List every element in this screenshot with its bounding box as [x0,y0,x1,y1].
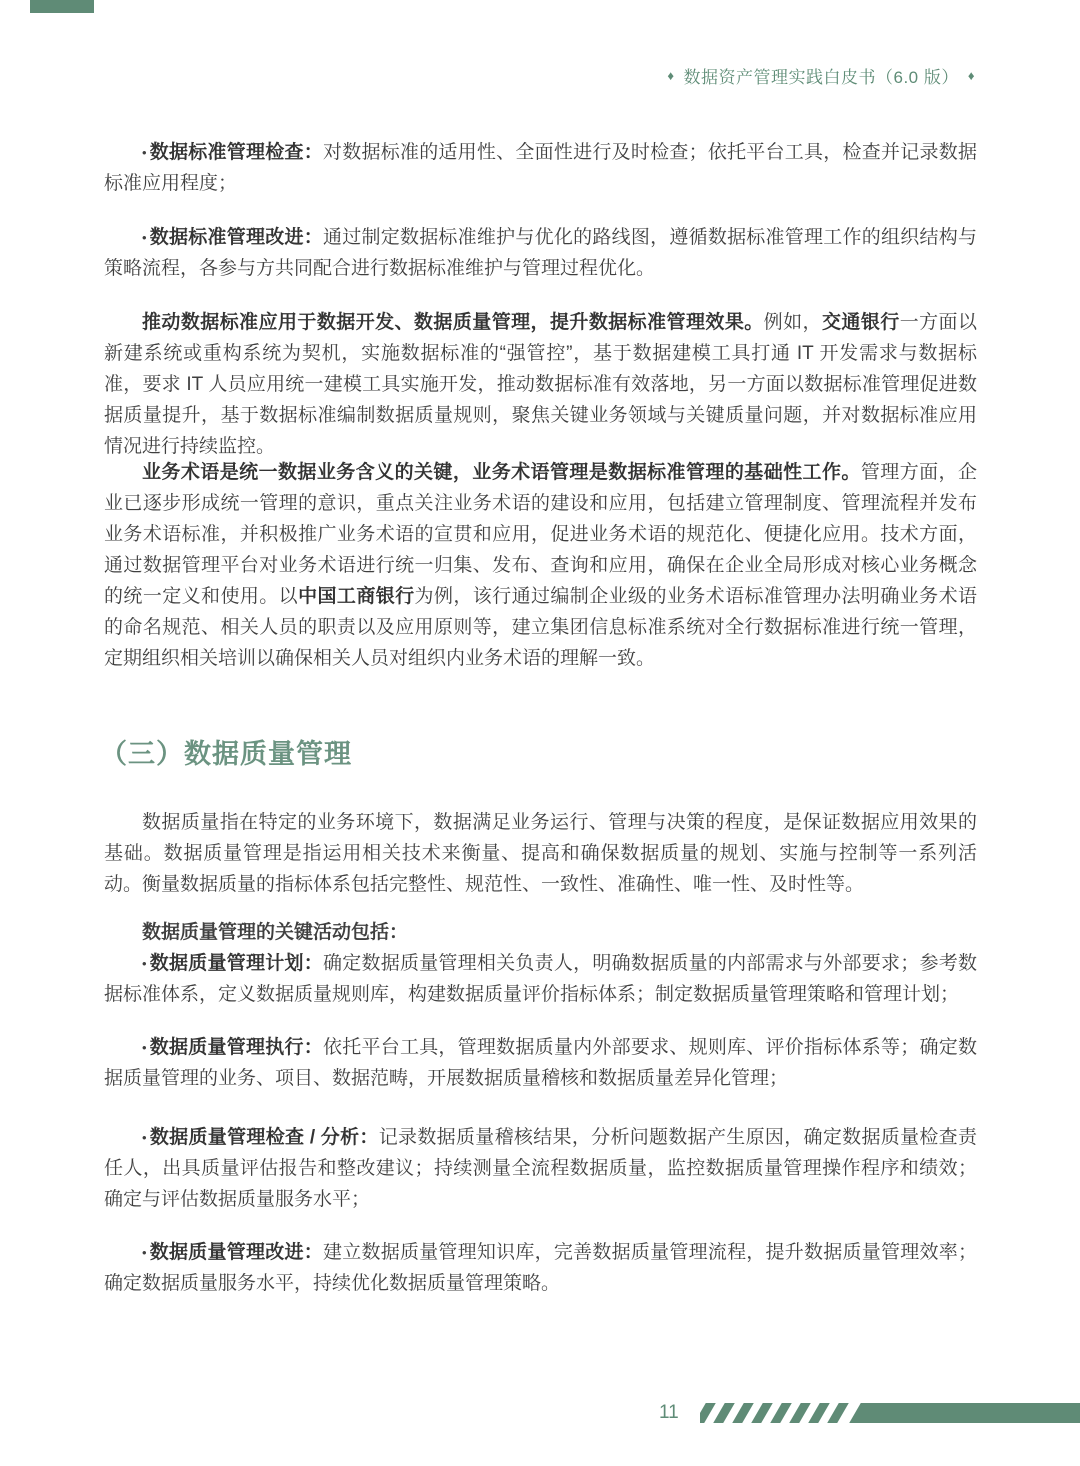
paragraph-text: 依托平台工具，管理数据质量内外部要求、规则库、评价指标体系等；确定数据质量管理的业务、项目、数据范畴，开展数据质量稽核和数据质量差异化管理； [104,1037,977,1089]
paragraph-term: 数据质量管理改进： [149,1242,323,1263]
paragraph-business-terms [104,457,977,674]
paragraph-lead-bold: 推动数据标准应用于数据开发、数据质量管理，提升数据标准管理效果。 [142,312,764,333]
paragraph-text: 管理方面，企业已逐步形成统一管理的意识，重点关注业务术语的建设和应用，包括建立管理制度、管理流程并发布业务术语标准，并积极推广业务术语的宣贯和应用，促进业务术语的规范化、便捷化应用。技术方面，通过数据管理平台对业务术语进行统一归集、发布、查询和应用，确保在企业全局形成对核心业务概念的统一定义和使用。以 [104,462,977,607]
paragraph-text: 为例，该行通过编制企业级的业务术语标准管理办法明确业务术语的命名规范、相关人员的职责以及应用原则等，建立集团信息标准系统对全行数据标准进行统一管理，定期组织相关培训以确保相关人员对组织内业务术语的理解一致。 [104,586,977,669]
paragraph-term: 数据质量管理执行： [149,1037,323,1058]
page-number: 11 [659,1402,679,1423]
paragraph-standard-check [104,137,977,199]
paragraph-quality-check [104,1122,977,1215]
paragraph-lead-bold: 业务术语是统一数据业务含义的关键，业务术语管理是数据标准管理的基础性工作。 [142,462,861,483]
bullet-icon: • [142,1040,147,1055]
page-footer [0,1402,1080,1424]
paragraph-text: 通过制定数据标准维护与优化的路线图，遵循数据标准管理工作的组织结构与策略流程，各参与方共同配合进行数据标准维护与管理过程优化。 [104,227,977,279]
key-activities-title: 数据质量管理的关键活动包括： [142,922,409,943]
footer-bar [849,1403,1080,1423]
bullet-icon: • [142,230,147,245]
paragraph-text: 对数据标准的适用性、全面性进行及时检查；依托平台工具，检查并记录数据标准应用程度； [104,142,977,194]
paragraph-quality-improve [104,1237,977,1299]
footer-stripe-icon [770,1403,792,1423]
bullet-icon: • [142,1130,147,1145]
bullet-icon: • [142,956,147,971]
bullet-icon: • [142,1245,147,1260]
paragraph-standard-application [104,307,977,462]
section-heading: （三）数据质量管理 [100,739,352,769]
footer-stripe-icon [789,1403,811,1423]
page-header [667,63,975,88]
header-diamond-left-icon: ♦ [667,68,675,83]
paragraph-term: 数据质量管理计划： [149,953,323,974]
key-activities-block [104,917,977,1010]
header-diamond-right-icon: ♦ [967,68,975,83]
paragraph-text: 例如， [763,312,822,333]
paragraph-text: 确定数据质量管理相关负责人，明确数据质量的内部需求与外部要求；参考数据标准体系，定义数据质量规则库，构建数据质量评价指标体系；制定数据质量管理策略和管理计划； [104,953,977,1005]
footer-decoration [700,1403,1080,1423]
paragraph-quality-plan [104,948,977,1010]
paragraph-standard-improve [104,222,977,284]
paragraph-text: 记录数据质量稽核结果，分析问题数据产生原因，确定数据质量检查责任人，出具质量评估报告和整改建议；持续测量全流程数据质量，监控数据质量管理操作程序和绩效；确定与评估数据质量服务水平； [104,1127,977,1210]
paragraph-text: 一方面以新建系统或重构系统为契机，实施数据标准的“强管控”，基于数据建模工具打通 IT 开发需求与数据标准，要求 IT 人员应用统一建模工具实施开发，推动数据标准有效落地，另一方面以数据标准管理促进数据质量提升，基于数据标准编制数据质量规则，聚焦关键业务领域与关键质量问题，并对数据标准应用情况进行持续监控。 [104,312,977,457]
header-title: 数据资产管理实践白皮书（6.0 版） [683,68,959,87]
paragraph-term: 数据标准管理改进： [149,227,323,248]
footer-stripe-icon [713,1403,735,1423]
footer-stripe-icon [827,1403,849,1423]
paragraph-quality-execute [104,1032,977,1094]
paragraph-term: 数据质量管理检查 / 分析： [149,1127,379,1148]
paragraph-text: 数据质量指在特定的业务环境下，数据满足业务运行、管理与决策的程度，是保证数据应用效果的基础。数据质量管理是指运用相关技术来衡量、提高和确保数据质量的规划、实施与控制等一系列活动。衡量数据质量的指标体系包括完整性、规范性、一致性、准确性、唯一性、及时性等。 [104,812,977,895]
bank-name-bold: 交通银行 [821,312,900,333]
footer-stripe-icon [751,1403,773,1423]
paragraph-text: 建立数据质量管理知识库，完善数据质量管理流程，提升数据质量管理效率；确定数据质量服务水平，持续优化数据质量管理策略。 [104,1242,977,1294]
footer-stripe-icon [732,1403,754,1423]
bank-name-bold: 中国工商银行 [298,586,415,607]
footer-stripe-icon [808,1403,830,1423]
paragraph-term: 数据标准管理检查： [149,142,323,163]
corner-accent-bar [30,0,94,13]
bullet-icon: • [142,145,147,160]
paragraph-quality-intro [104,807,977,900]
